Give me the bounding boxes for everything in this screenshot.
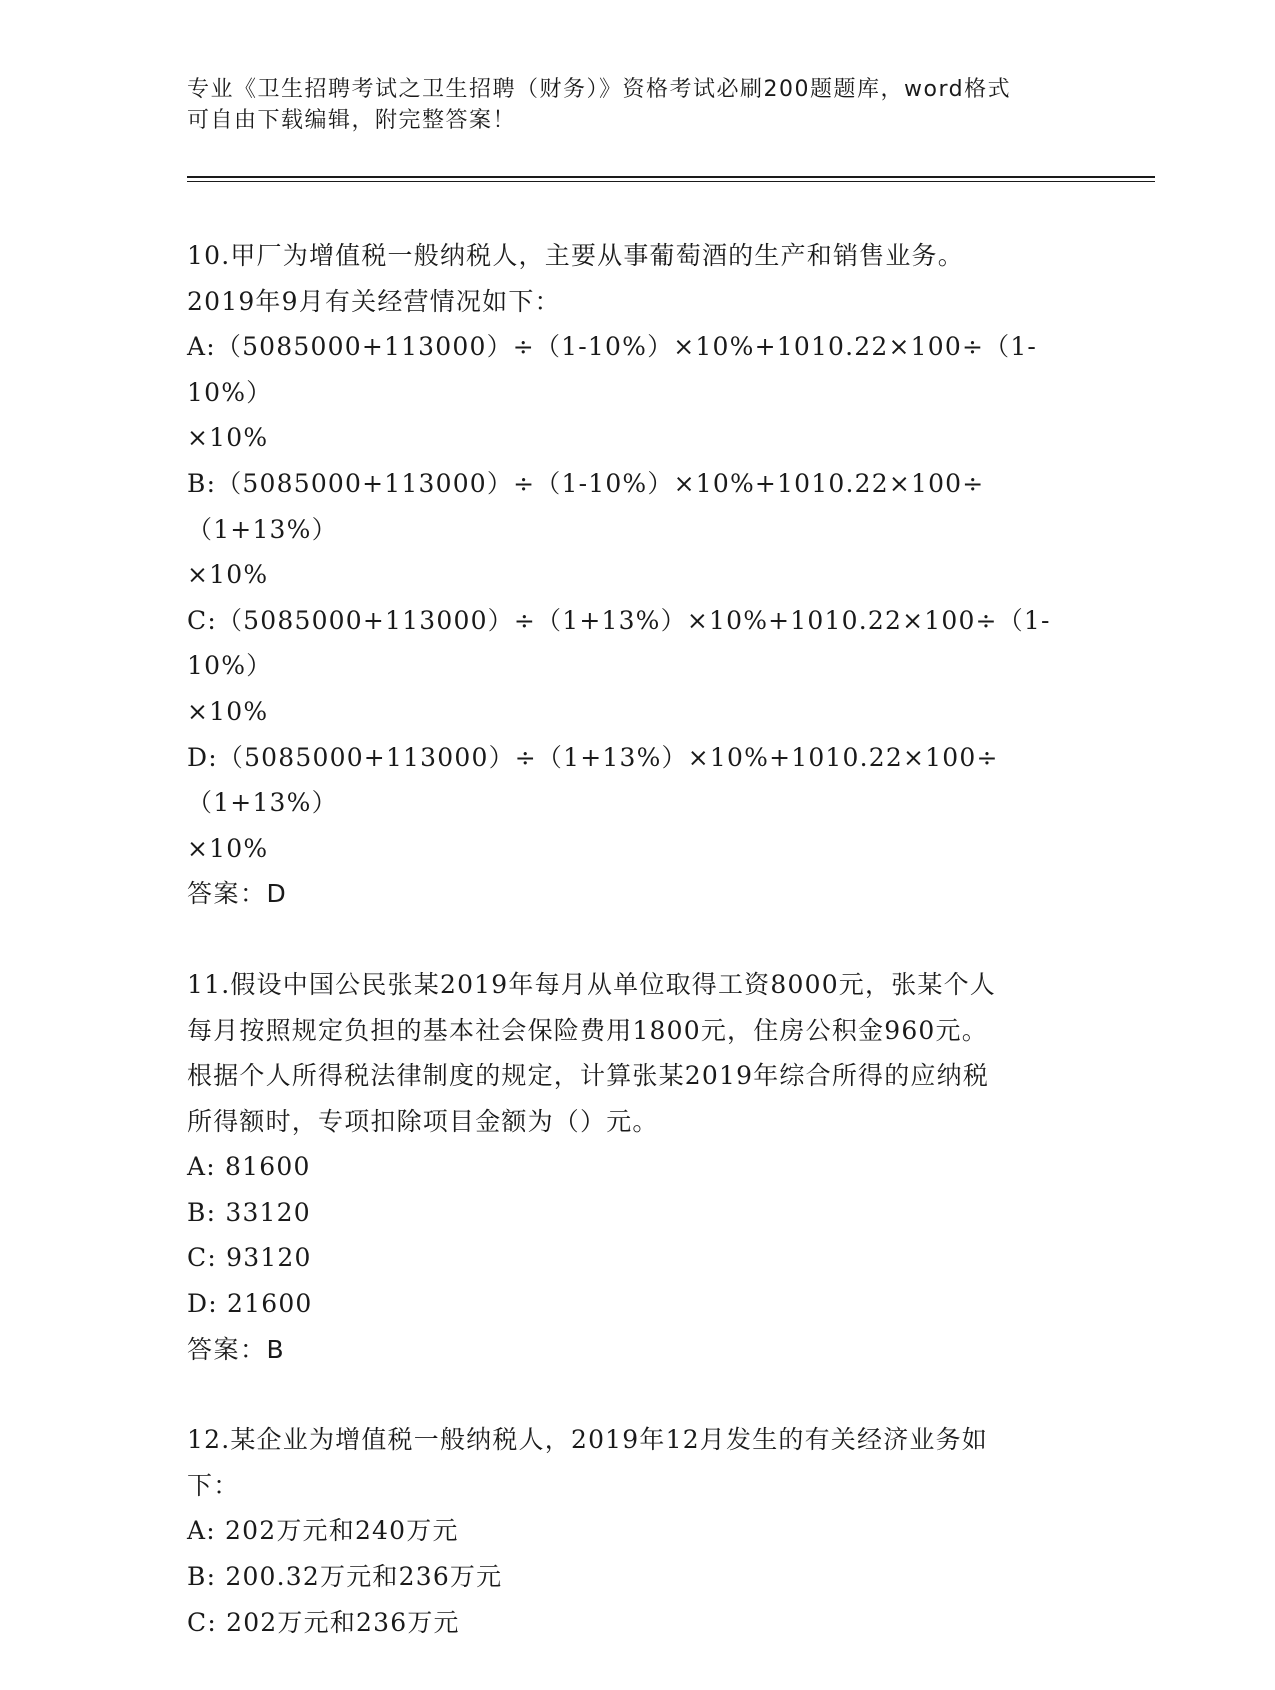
question-list xyxy=(187,233,1087,1690)
answer: 答案：B xyxy=(187,1334,286,1364)
option-text: A:（5085000+113000）÷（1-10%）×10%+1010.22×100÷（1-10%） xyxy=(187,332,1038,407)
question-stem: 12.某企业为增值税一般纳税人，2019年12月发生的有关经济业务如 xyxy=(187,1425,988,1455)
option-c: C: 202万元和236万元 xyxy=(187,1607,460,1637)
question-stem: 10.甲厂为增值税一般纳税人，主要从事葡萄酒的生产和销售业务。 xyxy=(187,241,964,270)
option-text: C:（5085000+113000）÷（1+13%）×10%+1010.22×100÷（1-10%） xyxy=(187,605,1051,681)
option-d xyxy=(187,735,1087,872)
option-c xyxy=(187,598,1087,735)
option-a xyxy=(187,324,1087,461)
option-a: A: 81600 xyxy=(187,1152,311,1182)
header-rule-thin xyxy=(187,181,1155,182)
question-12 xyxy=(187,1417,1087,1645)
header-line: 专业《卫生招聘考试之卫生招聘（财务）》资格考试必刷200题题库，word格式 xyxy=(187,77,1012,102)
header-rule-thick xyxy=(187,176,1155,178)
option-text: ×10% xyxy=(187,833,269,863)
header-line: 可自由下载编辑，附完整答案！ xyxy=(187,108,517,133)
option-text: B:（5085000+113000）÷（1-10%）×10%+1010.22×100÷（1+13%） xyxy=(187,468,985,544)
option-text: D:（5085000+113000）÷（1+13%）×10%+1010.22×100÷（1+13%） xyxy=(187,742,999,818)
option-a: A: 202万元和240万元 xyxy=(187,1516,459,1546)
option-b: B: 33120 xyxy=(187,1197,311,1227)
question-10 xyxy=(187,233,1087,917)
question-stem: 11.假设中国公民张某2019年每月从单位取得工资8000元，张某个人 xyxy=(187,969,997,999)
question-stem: 所得额时，专项扣除项目金额为（）元。 xyxy=(187,1106,659,1136)
answer: 答案：D xyxy=(187,879,288,909)
option-c: C: 93120 xyxy=(187,1243,312,1273)
document-header xyxy=(187,74,1067,136)
option-d: D: 21600 xyxy=(187,1289,313,1319)
option-b xyxy=(187,461,1087,598)
question-stem: 根据个人所得税法律制度的规定，计算张某2019年综合所得的应纳税 xyxy=(187,1061,990,1091)
option-text: ×10% xyxy=(187,423,269,453)
question-11 xyxy=(187,962,1087,1372)
option-b: B: 200.32万元和236万元 xyxy=(187,1562,503,1592)
question-stem: 2019年9月有关经营情况如下： xyxy=(187,286,561,316)
question-stem: 下： xyxy=(187,1470,240,1500)
question-stem: 每月按照规定负担的基本社会保险费用1800元，住房公积金960元。 xyxy=(187,1015,988,1045)
option-text: ×10% xyxy=(187,696,269,726)
option-text: ×10% xyxy=(187,560,269,590)
